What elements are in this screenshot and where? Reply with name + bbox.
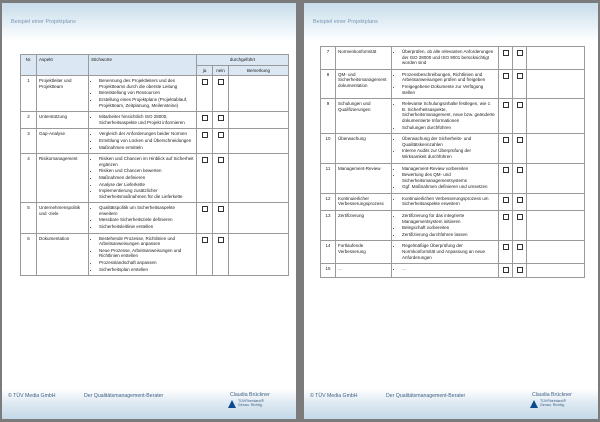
list-item: • Bewertung des QM- und Sicherheitsmanagementsystems [402, 172, 496, 183]
table-row [321, 264, 585, 278]
cell-nein [513, 241, 527, 264]
checkbox-ja[interactable] [202, 132, 208, 138]
row-aspekt: Unterstützung [37, 112, 89, 129]
cell-ja [499, 69, 513, 98]
stichworte-list [394, 266, 496, 272]
header-title: Beispiel einer Projektplans [313, 19, 378, 25]
tuv-logo [530, 399, 570, 411]
cell-ja [499, 47, 513, 70]
stichworte-list [91, 78, 194, 108]
row-aspekt: Kontinuierlicher Verbesserungsprozess [336, 193, 392, 210]
stichworte-list [394, 101, 496, 130]
row-stichworte [392, 241, 499, 264]
footer-book: Der Qualitätsmanagement-Berater [84, 393, 164, 399]
list-item: • Zertifizierung für das integrierte Managementsystem initiieren [402, 213, 496, 224]
cell-bemerkung[interactable] [527, 47, 585, 70]
list-item: • Analyse der Lieferkette [99, 182, 194, 188]
row-nr: 8 [321, 69, 336, 98]
cell-bemerkung[interactable] [527, 163, 585, 193]
row-stichworte [89, 154, 197, 203]
cell-nein [213, 129, 229, 154]
checkbox-nein[interactable] [517, 267, 523, 273]
table-row [321, 241, 585, 264]
footer-book: Der Qualitätsmanagement-Berater [386, 393, 466, 399]
stichworte-list [394, 243, 496, 260]
row-nr: 3 [21, 129, 37, 154]
list-item: • Freigegebene Dokumente zur Verfügung stellen [402, 84, 496, 95]
list-item: • Sicherheitsplan erstellen [99, 267, 194, 273]
row-aspekt: Zertifizierung [336, 211, 392, 241]
row-nr: 13 [321, 211, 336, 241]
row-stichworte [392, 211, 499, 241]
list-item: • Bereitstellung von Ressourcen [99, 90, 194, 96]
checkbox-nein[interactable] [517, 214, 523, 220]
list-item: • Bestehende Prozesse, Richtlinien und Arbeitsanweisungen anpassen [99, 236, 194, 247]
checkbox-nein[interactable] [517, 137, 523, 143]
list-item: • Überwachung der Sicherheits- und Qualitätskennzahlen [402, 136, 496, 147]
list-item: • Management-Review vorbereiten [402, 166, 496, 172]
table-row [21, 112, 289, 129]
table-row [321, 134, 585, 163]
stichworte-list [91, 156, 194, 199]
header-title: Beispiel einer Projektplans [11, 19, 76, 25]
cell-bemerkung[interactable] [527, 69, 585, 98]
list-item: • Qualitätspolitik um Sicherheitsaspekte erweitern [99, 205, 194, 216]
cell-ja [499, 193, 513, 210]
list-item: • Erstellung eines Projektplans (Projektablauf, Projektteam, Zeitplanung, Meilensteine) [99, 97, 194, 108]
checkbox-nein[interactable] [218, 132, 224, 138]
table-body [321, 47, 585, 278]
cell-ja [499, 264, 513, 278]
row-stichworte [392, 134, 499, 163]
checkbox-ja[interactable] [202, 206, 208, 212]
list-item: • Risiken und Chancen bewerten [99, 168, 194, 174]
list-item: • ... [402, 266, 496, 272]
row-nr: 12 [321, 193, 336, 210]
cell-ja [499, 211, 513, 241]
table-row [321, 163, 585, 193]
page-footer [2, 389, 296, 419]
cell-nein [213, 233, 229, 276]
checkbox-ja[interactable] [202, 79, 208, 85]
row-aspekt: Risikomanagement [37, 154, 89, 203]
cell-nein [213, 154, 229, 203]
row-stichworte [392, 47, 499, 70]
checkbox-ja[interactable] [503, 167, 509, 173]
row-aspekt: Gap-Analyse [37, 129, 89, 154]
cell-nein [513, 163, 527, 193]
footer-author: Claudia Brückner [532, 392, 572, 398]
tuv-logo [228, 399, 268, 411]
footer-publisher: © TÜV Media GmbH [310, 393, 358, 399]
col-nein: nein [213, 65, 229, 76]
row-nr: 1 [21, 76, 37, 112]
row-nr: 11 [321, 163, 336, 193]
checkbox-ja[interactable] [503, 197, 509, 203]
row-stichworte [392, 163, 499, 193]
footer-author: Claudia Brückner [230, 392, 270, 398]
stichworte-list [394, 196, 496, 207]
checkbox-ja[interactable] [202, 115, 208, 121]
cell-nein [513, 47, 527, 70]
checkbox-nein[interactable] [517, 50, 523, 56]
row-stichworte [392, 99, 499, 134]
list-item: • Überprüfen, ob alle relevanten Anforderungen der ISO 28000 und ISO 9001 berücksichtigt worden sind [402, 49, 496, 66]
cell-bemerkung[interactable] [527, 193, 585, 210]
col-durchgefuehrt: durchgeführt [197, 55, 289, 66]
checkbox-nein[interactable] [218, 157, 224, 163]
row-stichworte [89, 112, 197, 129]
col-ja: ja [197, 65, 213, 76]
checkbox-ja[interactable] [503, 267, 509, 273]
stichworte-list [91, 131, 194, 150]
row-stichworte [392, 193, 499, 210]
list-item: • Sicherheitsleitlinie erstellen [99, 224, 194, 230]
row-aspekt: Management-Review [336, 163, 392, 193]
row-nr: 7 [321, 47, 336, 70]
cell-nein [513, 211, 527, 241]
col-bemerkung: Bemerkung [229, 65, 289, 76]
row-nr: 4 [21, 154, 37, 203]
table-row [321, 47, 585, 70]
cell-ja [499, 241, 513, 264]
cell-ja [197, 154, 213, 203]
table-row [21, 233, 289, 276]
row-nr: 10 [321, 134, 336, 163]
row-aspekt: Normenkonformität [336, 47, 392, 70]
cell-ja [197, 112, 213, 129]
page-header [2, 3, 296, 41]
table-body [21, 76, 289, 276]
list-item: • Relevante Schulungsinhalte festlegen, wie z. B. Sicherheitsaspekte, Sicherheitsmanagement, neue bzw. geänderte dokumentierte Informationen [402, 101, 496, 123]
cell-nein [213, 76, 229, 112]
checkbox-nein[interactable] [517, 167, 523, 173]
checkbox-nein[interactable] [218, 206, 224, 212]
list-item: • Vergleich der Anforderungen beider Normen [99, 131, 194, 137]
cell-ja [197, 233, 213, 276]
checkbox-nein[interactable] [218, 79, 224, 85]
project-plan-table [20, 54, 289, 276]
row-nr: 6 [21, 233, 37, 276]
checkbox-nein[interactable] [517, 197, 523, 203]
cell-bemerkung[interactable] [527, 211, 585, 241]
cell-bemerkung[interactable] [527, 99, 585, 134]
row-aspekt: Dokumentation [37, 233, 89, 276]
checkbox-nein[interactable] [517, 244, 523, 250]
col-aspekt: Aspekt [37, 55, 89, 76]
cell-nein [213, 203, 229, 233]
list-item: • Ggf. Maßnahmen definieren und umsetzen [402, 184, 496, 190]
cell-ja [197, 76, 213, 112]
col-nr: Nr. [21, 55, 37, 76]
list-item: • Maßnahmen ermitteln [99, 145, 194, 151]
cell-bemerkung[interactable] [527, 264, 585, 278]
cell-bemerkung[interactable] [229, 76, 289, 112]
cell-nein [513, 193, 527, 210]
cell-nein [513, 99, 527, 134]
row-nr: 2 [21, 112, 37, 129]
row-aspekt: Projektleiter und Projektteam [37, 76, 89, 112]
checkbox-ja[interactable] [503, 214, 509, 220]
checkbox-nein[interactable] [218, 237, 224, 243]
checkbox-nein[interactable] [517, 73, 523, 79]
logo-line2: Genau. Richtig. [540, 403, 565, 407]
cell-bemerkung[interactable] [229, 233, 289, 276]
cell-bemerkung[interactable] [527, 241, 585, 264]
table-header-row [21, 55, 289, 66]
row-nr: 15 [321, 264, 336, 278]
row-stichworte [392, 264, 499, 278]
list-item: • Risiken und Chancen im Hinblick auf Sicherheit ergänzen [99, 156, 194, 167]
row-stichworte [89, 76, 197, 112]
table-row [321, 69, 585, 98]
row-stichworte [89, 233, 197, 276]
checkbox-ja[interactable] [503, 244, 509, 250]
cell-ja [197, 203, 213, 233]
row-stichworte [89, 203, 197, 233]
row-aspekt: Überwachung [336, 134, 392, 163]
page-header [304, 3, 598, 41]
checkbox-ja[interactable] [503, 50, 509, 56]
tuv-triangle-icon [228, 400, 236, 408]
list-item: • Maßnahmen definieren [99, 175, 194, 181]
list-item: • Kontinuierlichen Verbesserungsprozess um Sicherheitsaspekte erweitern [402, 196, 496, 207]
checkbox-nein[interactable] [517, 102, 523, 108]
cell-nein [513, 69, 527, 98]
table-row [21, 76, 289, 112]
page-1 [2, 3, 296, 419]
cell-ja [197, 129, 213, 154]
list-item: • Neue Prozesse, Arbeitsanweisungen und Richtlinien erstellen [99, 248, 194, 259]
list-item: • Belegschaft vorbereiten [402, 225, 496, 231]
row-nr: 14 [321, 241, 336, 264]
cell-nein [513, 264, 527, 278]
list-item: • Implementierung zusätzlicher Sicherheitsmaßnahmen für die Lieferkette [99, 188, 194, 199]
list-item: • Zertifizierung durchführen lassen [402, 232, 496, 238]
stichworte-list [394, 213, 496, 237]
cell-nein [213, 112, 229, 129]
row-nr: 5 [21, 203, 37, 233]
checkbox-ja[interactable] [503, 102, 509, 108]
logo-line1: TÜVRheinland® [540, 399, 567, 403]
cell-bemerkung[interactable] [229, 112, 289, 129]
stichworte-list [91, 114, 194, 125]
cell-nein [513, 134, 527, 163]
table-row [21, 129, 289, 154]
list-item: • Messbare Sicherheitsziele definieren [99, 217, 194, 223]
table-row [321, 211, 585, 241]
list-item: • Mitarbeiter hinsichtlich ISO 28000, Sicherheitsaspekte und Projekt informieren [99, 114, 194, 125]
cell-ja [499, 134, 513, 163]
col-stichworte: Stichworte [89, 55, 197, 76]
list-item: • Prozessbeschreibungen, Richtlinien und Arbeitsanweisungen prüfen und freigeben [402, 72, 496, 83]
row-stichworte [392, 69, 499, 98]
stichworte-list [394, 166, 496, 190]
cell-bemerkung[interactable] [229, 129, 289, 154]
cell-ja [499, 99, 513, 134]
row-stichworte [89, 129, 197, 154]
tuv-triangle-icon [530, 400, 538, 408]
page-footer [304, 389, 598, 419]
row-aspekt: Schulungen und Qualifizierungen [336, 99, 392, 134]
table-row [321, 99, 585, 134]
page-2 [304, 3, 598, 419]
checkbox-ja[interactable] [202, 157, 208, 163]
stichworte-list [394, 136, 496, 159]
table-row [21, 154, 289, 203]
row-aspekt: QM- und Sicherheitsmanagementdokumentation [336, 69, 392, 98]
row-aspekt: Unternehmenspolitik und -ziele [37, 203, 89, 233]
list-item: • Interne Audits zur Überprüfung der Wirksamkeit durchführen [402, 148, 496, 159]
checkbox-ja[interactable] [503, 137, 509, 143]
list-item: • Regelmäßige Überprüfung der Normkonformität und Anpassung an neue Anforderungen [402, 243, 496, 260]
cell-bemerkung[interactable] [229, 154, 289, 203]
stichworte-list [394, 72, 496, 95]
cell-bemerkung[interactable] [229, 203, 289, 233]
row-aspekt: Fortlaufende Verbesserung [336, 241, 392, 264]
table-row [21, 203, 289, 233]
cell-bemerkung[interactable] [527, 134, 585, 163]
checkbox-ja[interactable] [202, 237, 208, 243]
project-plan-table-continued [320, 46, 585, 278]
table-row [321, 193, 585, 210]
stichworte-list [91, 205, 194, 229]
list-item: • Prozesslandschaft anpassen [99, 260, 194, 266]
row-nr: 9 [321, 99, 336, 134]
list-item: • Ermittlung von Lücken und Überschneidungen [99, 138, 194, 144]
checkbox-nein[interactable] [218, 115, 224, 121]
checkbox-ja[interactable] [503, 73, 509, 79]
stichworte-list [91, 236, 194, 273]
logo-line2: Genau. Richtig. [238, 403, 263, 407]
list-item: • Benennung des Projektleiters und des Projektteams durch die oberste Leitung [99, 78, 194, 89]
cell-ja [499, 163, 513, 193]
list-item: • Schulungen durchführen [402, 125, 496, 131]
logo-line1: TÜVRheinland® [238, 399, 265, 403]
footer-publisher: © TÜV Media GmbH [8, 393, 56, 399]
stichworte-list [394, 49, 496, 66]
row-aspekt: ... [336, 264, 392, 278]
